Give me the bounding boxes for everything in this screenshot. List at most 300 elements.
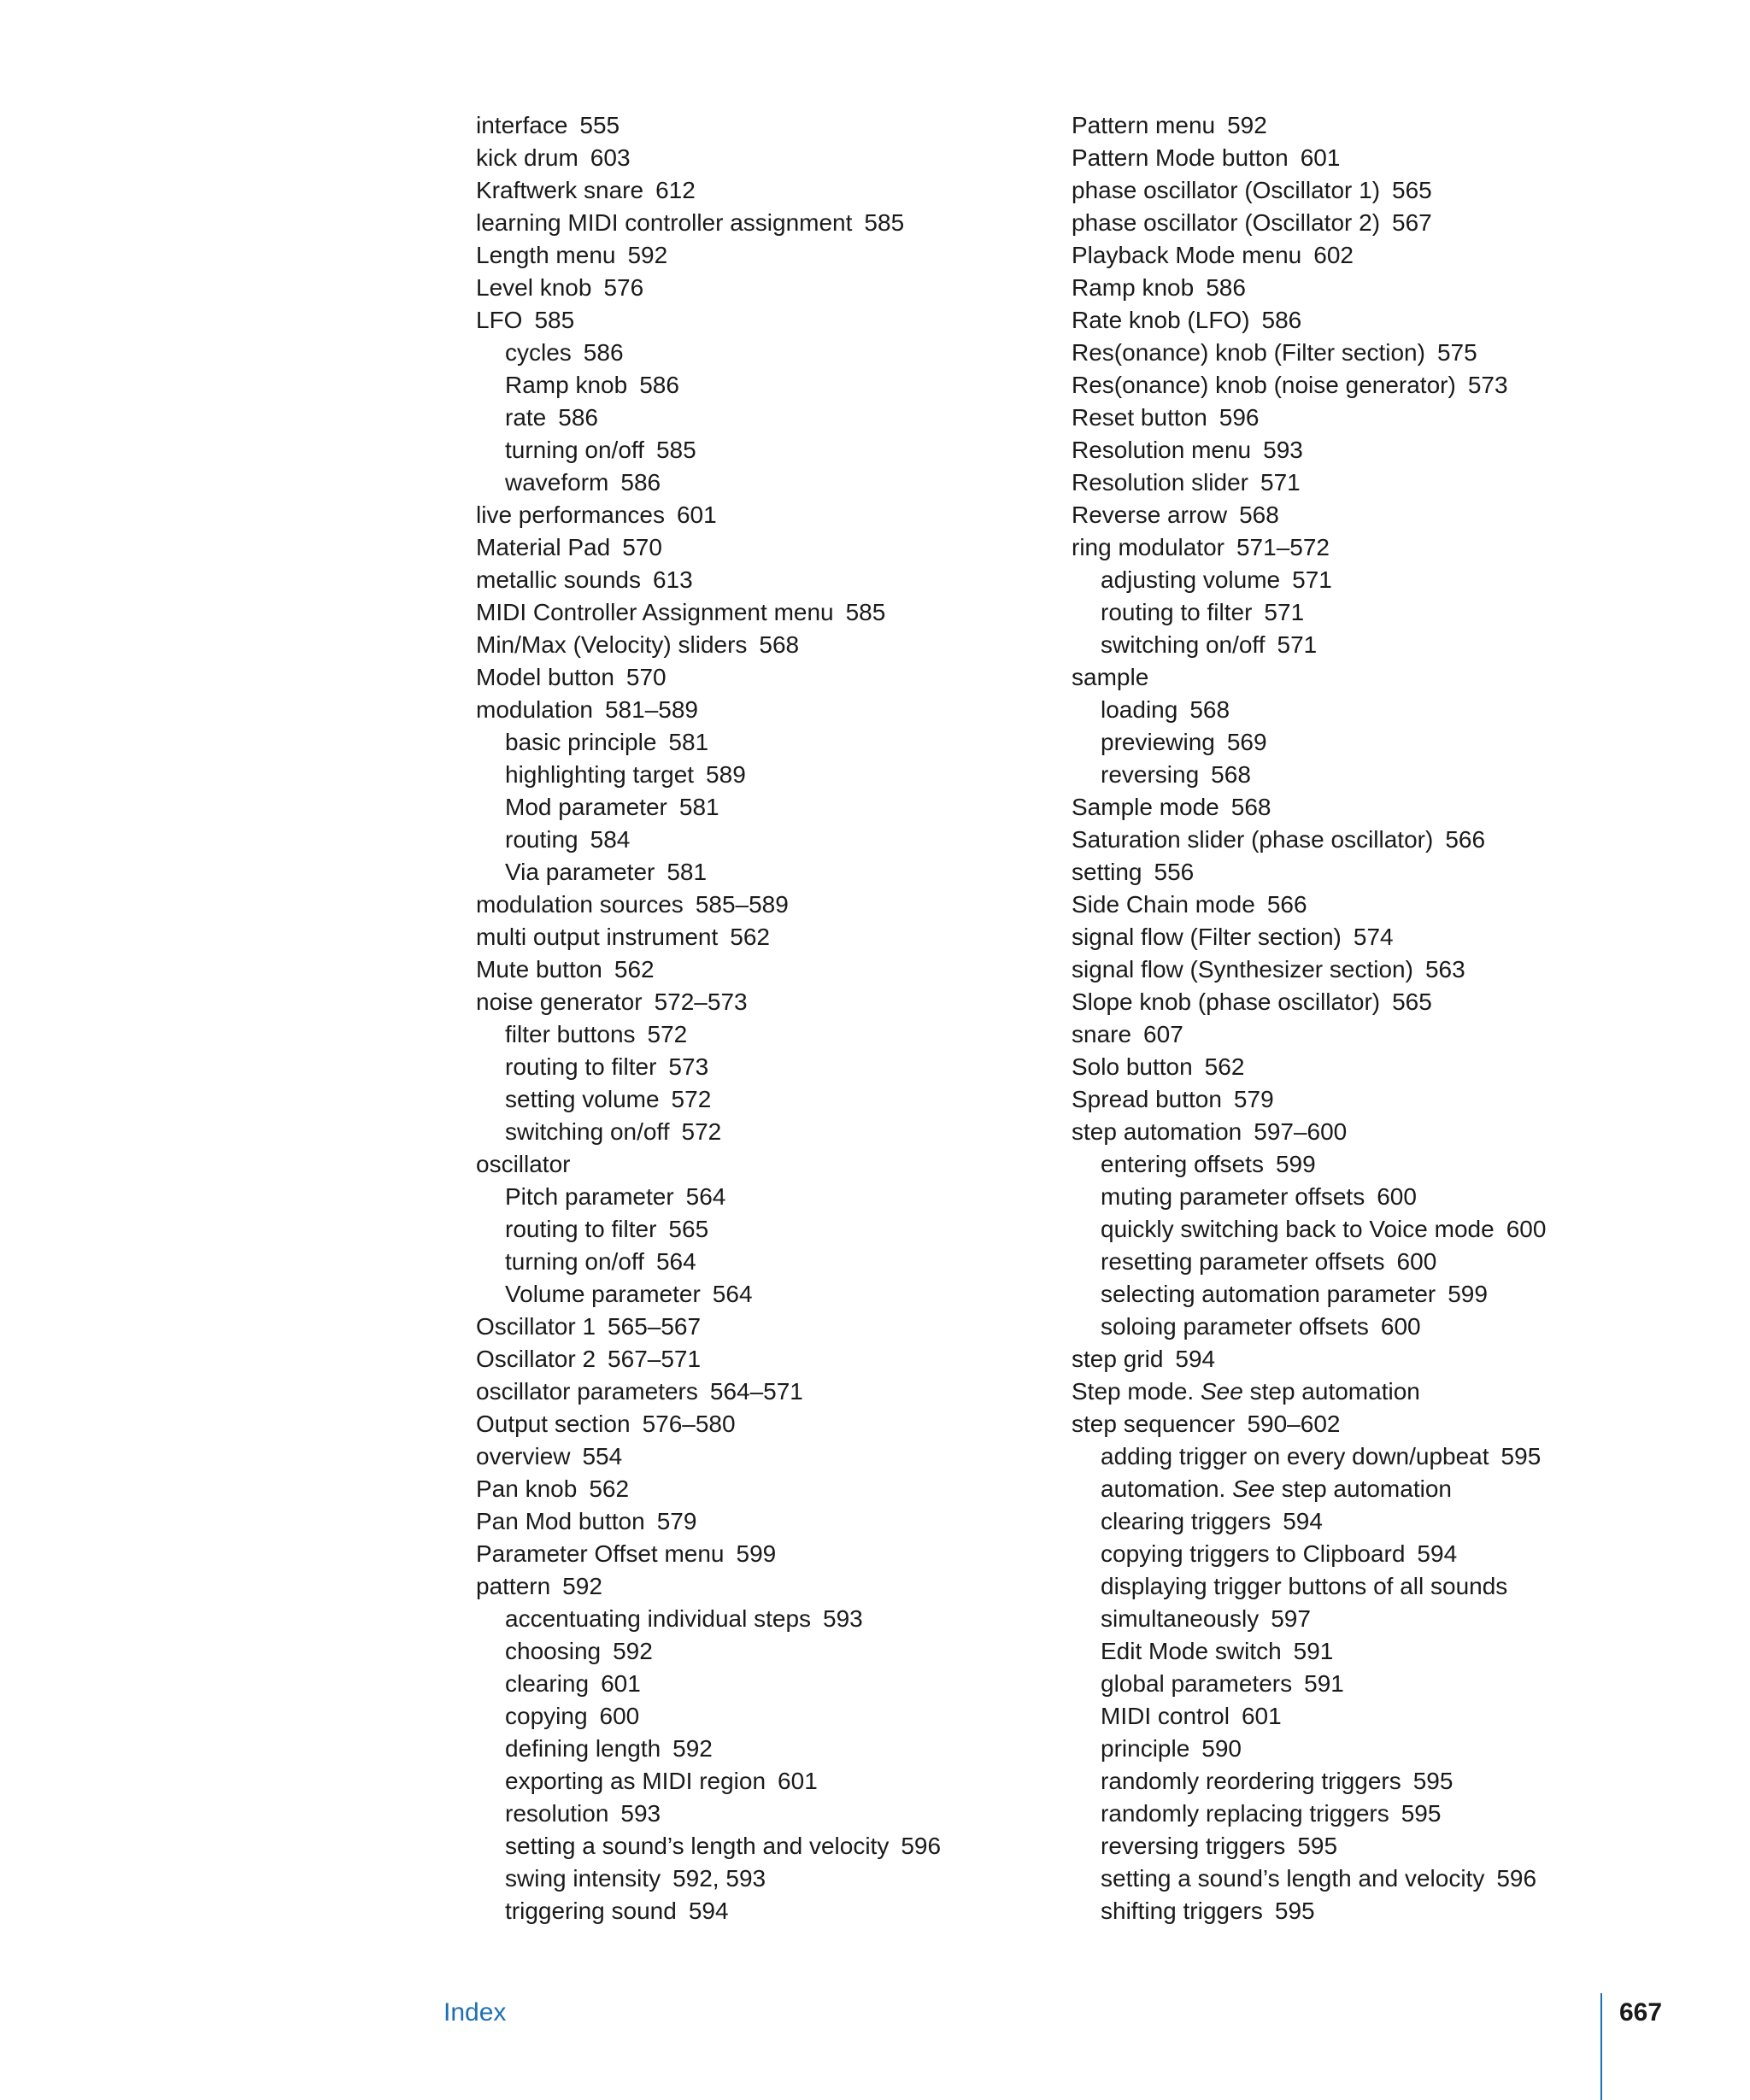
index-subentry	[1072, 1213, 1546, 1246]
index-page-ref: 564–571	[709, 1378, 803, 1405]
index-subentry	[1072, 1538, 1546, 1570]
index-page-ref: 565	[668, 1216, 709, 1242]
see-reference-label: See	[1232, 1475, 1275, 1502]
index-page-ref: 572	[671, 1086, 712, 1112]
index-entry	[1072, 953, 1546, 986]
index-term: Kraftwerk snare	[476, 177, 644, 203]
index-term: step sequencer	[1072, 1411, 1236, 1437]
index-term: waveform	[505, 469, 609, 496]
index-entry	[1072, 856, 1546, 889]
index-page-ref: 600	[1396, 1248, 1437, 1275]
index-page-ref: 562	[614, 956, 655, 983]
index-page-ref: 586	[1206, 274, 1246, 301]
index-page-ref: 592	[1227, 112, 1267, 138]
index-entry	[1072, 466, 1546, 499]
index-entry	[476, 1343, 941, 1376]
index-term: Material Pad	[476, 534, 611, 560]
index-page-ref: 585	[534, 307, 575, 333]
index-page-ref: 572	[681, 1118, 722, 1145]
index-term: Via parameter	[505, 859, 655, 885]
index-entry	[476, 531, 941, 564]
index-entry	[1072, 272, 1546, 304]
index-subentry	[476, 1700, 941, 1733]
index-term: global parameters	[1101, 1670, 1293, 1697]
index-entry	[476, 142, 941, 174]
index-term: modulation sources	[476, 891, 684, 918]
index-page-ref: 554	[582, 1443, 623, 1469]
index-term: cycles	[505, 339, 572, 366]
index-page-ref: 572–573	[654, 988, 748, 1015]
index-subentry	[1072, 1603, 1546, 1635]
index-page-ref: 568	[1239, 502, 1279, 528]
index-page-ref: 595	[1274, 1898, 1315, 1924]
index-subentry	[476, 1018, 941, 1051]
index-page-ref: 585	[864, 209, 905, 236]
index-subentry	[476, 1603, 941, 1635]
index-entry	[1072, 1116, 1546, 1148]
index-page-ref: 567	[1392, 209, 1432, 236]
index-term: Saturation slider (phase oscillator)	[1072, 826, 1434, 853]
index-page-ref: 562	[730, 924, 770, 950]
index-term: clearing triggers	[1101, 1508, 1271, 1534]
index-term: Parameter Offset menu	[476, 1540, 725, 1567]
index-entry	[476, 109, 941, 142]
index-term: routing	[505, 826, 578, 853]
index-page-ref: 568	[759, 631, 800, 658]
index-column-right	[1072, 109, 1546, 1927]
index-entry	[476, 953, 941, 986]
index-term: soloing parameter offsets	[1101, 1313, 1369, 1340]
index-term: learning MIDI controller assignment	[476, 209, 853, 236]
index-term: Mute button	[476, 956, 602, 983]
index-subentry	[476, 1051, 941, 1083]
index-page-ref: 568	[1230, 794, 1271, 820]
index-page-ref: 599	[736, 1540, 777, 1567]
index-page-ref: 592, 593	[672, 1865, 766, 1892]
index-entry	[476, 596, 941, 629]
index-term: Res(onance) knob (noise generator)	[1072, 372, 1456, 398]
index-page-ref: 600	[1506, 1216, 1547, 1242]
index-page-ref: 584	[590, 826, 631, 853]
index-entry	[476, 174, 941, 207]
index-term: setting volume	[505, 1086, 660, 1112]
index-subentry	[476, 1895, 941, 1927]
index-term: signal flow (Filter section)	[1072, 924, 1342, 950]
index-page-ref: 567–571	[608, 1346, 702, 1372]
index-term: choosing	[505, 1638, 602, 1664]
index-term: Ramp knob	[505, 372, 628, 398]
index-page-ref: 571	[1260, 469, 1301, 496]
index-term: Reverse arrow	[1072, 502, 1228, 528]
index-page-ref: 581	[678, 794, 719, 820]
index-entry	[1072, 174, 1546, 207]
index-subentry	[1072, 1148, 1546, 1181]
index-term: Output section	[476, 1411, 631, 1437]
index-subentry	[476, 1765, 941, 1798]
index-page-ref: 563	[1424, 956, 1465, 983]
index-page-ref: 565	[1392, 988, 1432, 1015]
index-page-ref: 581–589	[604, 696, 698, 723]
index-term: MIDI control	[1101, 1703, 1230, 1729]
index-subentry	[1072, 1246, 1546, 1278]
index-subentry	[476, 369, 941, 402]
index-page-ref: 595	[1401, 1800, 1442, 1827]
index-term: Resolution menu	[1072, 437, 1252, 463]
index-subentry	[1072, 1181, 1546, 1213]
index-page-ref: 565	[1392, 177, 1432, 203]
index-term: Reset button	[1072, 404, 1207, 431]
index-term: Oscillator 1	[476, 1313, 596, 1340]
index-term: filter buttons	[505, 1021, 636, 1047]
index-term: Res(onance) knob (Filter section)	[1072, 339, 1425, 366]
index-term: kick drum	[476, 144, 578, 171]
index-subentry	[1072, 1700, 1546, 1733]
index-page-ref: 597–600	[1254, 1118, 1348, 1145]
index-page-ref: 579	[1233, 1086, 1274, 1112]
index-term: copying triggers to Clipboard	[1101, 1540, 1406, 1567]
index-page-ref: 562	[589, 1475, 630, 1502]
index-page-ref: 585	[655, 437, 696, 463]
index-term: metallic sounds	[476, 566, 641, 593]
index-term: defining length	[505, 1735, 661, 1762]
index-term: adding trigger on every down/upbeat	[1101, 1443, 1489, 1469]
footer-section-title: Index	[443, 1998, 507, 2027]
index-term: MIDI Controller Assignment menu	[476, 599, 834, 625]
index-page-ref: 594	[688, 1898, 729, 1924]
index-page-ref: 573	[668, 1053, 709, 1080]
index-page-ref: 581	[668, 729, 709, 755]
index-term: modulation	[476, 696, 593, 723]
index-page-ref: 566	[1266, 891, 1307, 918]
index-term: entering offsets	[1101, 1151, 1264, 1177]
index-subentry	[476, 1213, 941, 1246]
index-page-ref: 590	[1201, 1735, 1242, 1762]
index-term: oscillator parameters	[476, 1378, 698, 1405]
index-term: multi output instrument	[476, 924, 719, 950]
index-entry	[476, 564, 941, 596]
index-term: setting a sound’s length and velocity	[1101, 1865, 1485, 1892]
index-subentry	[1072, 1830, 1546, 1862]
index-subentry	[1072, 1668, 1546, 1700]
index-term: loading	[1101, 696, 1178, 723]
index-subentry	[476, 1798, 941, 1830]
index-term: adjusting volume	[1101, 566, 1281, 593]
index-term: routing to filter	[505, 1053, 657, 1080]
index-subentry	[1072, 1895, 1546, 1927]
index-page-ref: 585	[845, 599, 886, 625]
index-page-ref: 572	[647, 1021, 688, 1047]
index-page-ref: 586	[583, 339, 624, 366]
index-column-left	[476, 109, 941, 1927]
index-entry	[476, 1148, 941, 1181]
index-term: Pattern menu	[1072, 112, 1216, 138]
index-term: highlighting target	[505, 761, 695, 788]
index-term: Ramp knob	[1072, 274, 1195, 301]
index-entry	[1072, 661, 1546, 694]
index-page-ref: 564	[685, 1183, 726, 1210]
index-subentry	[476, 856, 941, 889]
index-entry	[1072, 369, 1546, 402]
index-page-ref: 566	[1445, 826, 1486, 853]
index-entry	[476, 1538, 941, 1570]
index-page-ref: 595	[1297, 1833, 1338, 1859]
index-term: pattern	[476, 1573, 551, 1599]
index-page-ref: 601	[1300, 144, 1341, 171]
index-term: basic principle	[505, 729, 657, 755]
index-subentry	[476, 1246, 941, 1278]
index-page-ref: 571	[1264, 599, 1305, 625]
index-page-ref: 564	[655, 1248, 696, 1275]
index-page-ref: 600	[1380, 1313, 1421, 1340]
index-entry	[476, 1376, 941, 1408]
index-term: principle	[1101, 1735, 1190, 1762]
index-page-ref: 586	[639, 372, 679, 398]
index-page-ref: 571	[1292, 566, 1332, 593]
index-page-ref: 573	[1467, 372, 1508, 398]
footer-divider	[1600, 1993, 1602, 2100]
index-subentry	[476, 824, 941, 856]
index-page-ref: 576	[603, 274, 644, 301]
index-page-ref: 569	[1226, 729, 1267, 755]
index-entry	[1072, 1376, 1546, 1408]
index-term: routing to filter	[1101, 599, 1253, 625]
index-entry	[1072, 531, 1546, 564]
index-page-ref: 570	[622, 534, 662, 560]
index-page-ref: 571–572	[1236, 534, 1330, 560]
index-term: step grid	[1072, 1346, 1164, 1372]
index-term: rate	[505, 404, 547, 431]
page-number: 667	[1619, 1998, 1663, 2027]
index-entry	[1072, 239, 1546, 272]
index-subentry	[476, 1278, 941, 1311]
index-term: clearing	[505, 1670, 590, 1697]
index-term: resolution	[505, 1800, 609, 1827]
index-page-ref: 565–567	[608, 1313, 702, 1340]
index-term: interface	[476, 112, 568, 138]
index-page-ref: 593	[1263, 437, 1303, 463]
index-term: sample	[1072, 664, 1149, 690]
index-subentry	[476, 402, 941, 434]
index-entry	[1072, 142, 1546, 174]
index-term: Edit Mode switch	[1101, 1638, 1282, 1664]
index-page-ref: 597	[1271, 1605, 1311, 1632]
index-term: Resolution slider	[1072, 469, 1248, 496]
index-term: Level knob	[476, 274, 592, 301]
index-term: randomly reordering triggers	[1101, 1768, 1401, 1794]
index-page-ref: 599	[1275, 1151, 1316, 1177]
index-term: simultaneously	[1101, 1605, 1260, 1632]
index-entry	[1072, 109, 1546, 142]
index-page-ref: 590–602	[1247, 1411, 1341, 1437]
index-entry	[1072, 889, 1546, 921]
index-term: Length menu	[476, 242, 616, 268]
index-term: Pattern Mode button	[1072, 144, 1289, 171]
see-reference-target: step automation	[1281, 1475, 1452, 1502]
see-reference-target: step automation	[1249, 1378, 1420, 1405]
index-entry	[476, 921, 941, 953]
index-page-ref: 575	[1436, 339, 1477, 366]
index-subentry	[1072, 1862, 1546, 1895]
index-subentry	[476, 1733, 941, 1765]
index-term: phase oscillator (Oscillator 2)	[1072, 209, 1381, 236]
index-page-ref: 592	[672, 1735, 713, 1762]
index-page-ref: 589	[706, 761, 746, 788]
index-page-ref: 574	[1353, 924, 1394, 950]
index-term: Playback Mode menu	[1072, 242, 1302, 268]
index-entry	[476, 1440, 941, 1473]
index-page-ref: 596	[1496, 1865, 1537, 1892]
index-page-ref: 562	[1204, 1053, 1245, 1080]
index-page-ref: 593	[620, 1800, 661, 1827]
index-term: reversing triggers	[1101, 1833, 1286, 1859]
index-subentry	[1072, 629, 1546, 661]
index-entry	[476, 272, 941, 304]
index-page-ref: 570	[625, 664, 667, 690]
index-page-ref: 601	[778, 1768, 818, 1794]
index-page-ref: 613	[652, 566, 693, 593]
index-entry	[476, 304, 941, 337]
index-subentry	[1072, 694, 1546, 726]
index-page-ref: 596	[1219, 404, 1260, 431]
index-term: snare	[1072, 1021, 1132, 1047]
index-entry	[476, 661, 941, 694]
index-subentry	[476, 759, 941, 791]
index-term: shifting triggers	[1101, 1898, 1263, 1924]
index-page-ref: 568	[1211, 761, 1251, 788]
index-subentry	[476, 1830, 941, 1862]
index-page-ref: 585–589	[695, 891, 789, 918]
index-entry	[476, 1505, 941, 1538]
index-term: Slope knob (phase oscillator)	[1072, 988, 1381, 1015]
index-entry	[1072, 1083, 1546, 1116]
index-term: noise generator	[476, 988, 643, 1015]
index-page-ref: 594	[1175, 1346, 1216, 1372]
index-entry	[1072, 434, 1546, 466]
index-entry	[1072, 791, 1546, 824]
index-term: triggering sound	[505, 1898, 677, 1924]
index-page-ref: 592	[562, 1573, 602, 1599]
index-term: oscillator	[476, 1151, 571, 1177]
index-page-ref: 607	[1143, 1021, 1183, 1047]
index-subentry	[1072, 596, 1546, 629]
index-term: Pan Mod button	[476, 1508, 645, 1534]
index-page-ref: 579	[656, 1508, 697, 1534]
index-page-ref: 599	[1448, 1281, 1488, 1307]
index-term: step automation	[1072, 1118, 1242, 1145]
index-term: switching on/off	[1101, 631, 1266, 658]
index-subentry	[476, 466, 941, 499]
index-page-ref: 612	[655, 177, 696, 203]
index-subentry	[1072, 1473, 1546, 1505]
index-page-ref: 581	[667, 859, 708, 885]
index-entry	[476, 1473, 941, 1505]
index-subentry	[1072, 1765, 1546, 1798]
index-subentry	[476, 1116, 941, 1148]
index-page-ref: 602	[1313, 242, 1354, 268]
index-page-ref: 594	[1283, 1508, 1323, 1534]
index-entry	[476, 239, 941, 272]
index-entry	[1072, 304, 1546, 337]
index-entry	[476, 889, 941, 921]
index-term: setting a sound’s length and velocity	[505, 1833, 890, 1859]
index-subentry	[476, 1083, 941, 1116]
index-subentry	[1072, 1635, 1546, 1668]
index-term: live performances	[476, 502, 665, 528]
index-entry	[1072, 402, 1546, 434]
index-term: Rate knob (LFO)	[1072, 307, 1250, 333]
index-term: previewing	[1101, 729, 1215, 755]
index-entry	[1072, 1343, 1546, 1376]
index-page-ref: 576–580	[642, 1411, 736, 1437]
index-term: Oscillator 2	[476, 1346, 596, 1372]
index-page-ref: 601	[1241, 1703, 1282, 1729]
index-term: copying	[505, 1703, 588, 1729]
index-page-ref: 564	[712, 1281, 753, 1307]
index-page-ref: 601	[676, 502, 717, 528]
index-page-ref: 591	[1304, 1670, 1344, 1697]
index-subentry	[1072, 1733, 1546, 1765]
index-term: muting parameter offsets	[1101, 1183, 1365, 1210]
index-page-ref: 595	[1500, 1443, 1542, 1469]
index-page-ref: 596	[901, 1833, 942, 1859]
index-page-ref: 586	[1261, 307, 1302, 333]
index-term: exporting as MIDI region	[505, 1768, 766, 1794]
index-subentry	[476, 434, 941, 466]
index-subentry	[1072, 1311, 1546, 1343]
index-term: turning on/off	[505, 437, 644, 463]
index-entry	[476, 1311, 941, 1343]
index-term: Min/Max (Velocity) sliders	[476, 631, 748, 658]
index-page-ref: 586	[558, 404, 598, 431]
index-term: selecting automation parameter	[1101, 1281, 1436, 1307]
index-subentry	[1072, 1798, 1546, 1830]
index-page-ref: 595	[1412, 1768, 1453, 1794]
index-page-ref: 592	[627, 242, 668, 268]
index-entry	[476, 694, 941, 726]
index-page-ref: 593	[823, 1605, 863, 1632]
index-entry	[476, 629, 941, 661]
index-term: Step mode.	[1072, 1378, 1195, 1405]
index-subentry	[476, 1668, 941, 1700]
index-subentry	[1072, 1440, 1546, 1473]
index-term: reversing	[1101, 761, 1200, 788]
index-page-ref: 571	[1277, 631, 1318, 658]
index-subentry	[1072, 564, 1546, 596]
index-term: turning on/off	[505, 1248, 644, 1275]
index-page-ref: 600	[1377, 1183, 1417, 1210]
see-reference-label: See	[1200, 1378, 1243, 1405]
index-term: Spread button	[1072, 1086, 1222, 1112]
index-term: Sample mode	[1072, 794, 1219, 820]
index-page-ref: 555	[579, 112, 620, 138]
index-subentry	[1072, 726, 1546, 759]
index-page-ref: 586	[620, 469, 661, 496]
index-subentry	[476, 1181, 941, 1213]
index-entry	[476, 1570, 941, 1603]
index-term: Mod parameter	[505, 794, 667, 820]
index-entry	[1072, 499, 1546, 531]
index-term: Pan knob	[476, 1475, 578, 1502]
index-entry	[476, 207, 941, 239]
index-term: routing to filter	[505, 1216, 657, 1242]
index-subentry	[1072, 1570, 1546, 1603]
index-page-ref: 591	[1293, 1638, 1334, 1664]
index-entry	[1072, 1408, 1546, 1440]
index-term: Pitch parameter	[505, 1183, 674, 1210]
index-page-ref: 601	[601, 1670, 641, 1697]
index-term: automation.	[1101, 1475, 1226, 1502]
index-page-ref: 594	[1417, 1540, 1458, 1567]
